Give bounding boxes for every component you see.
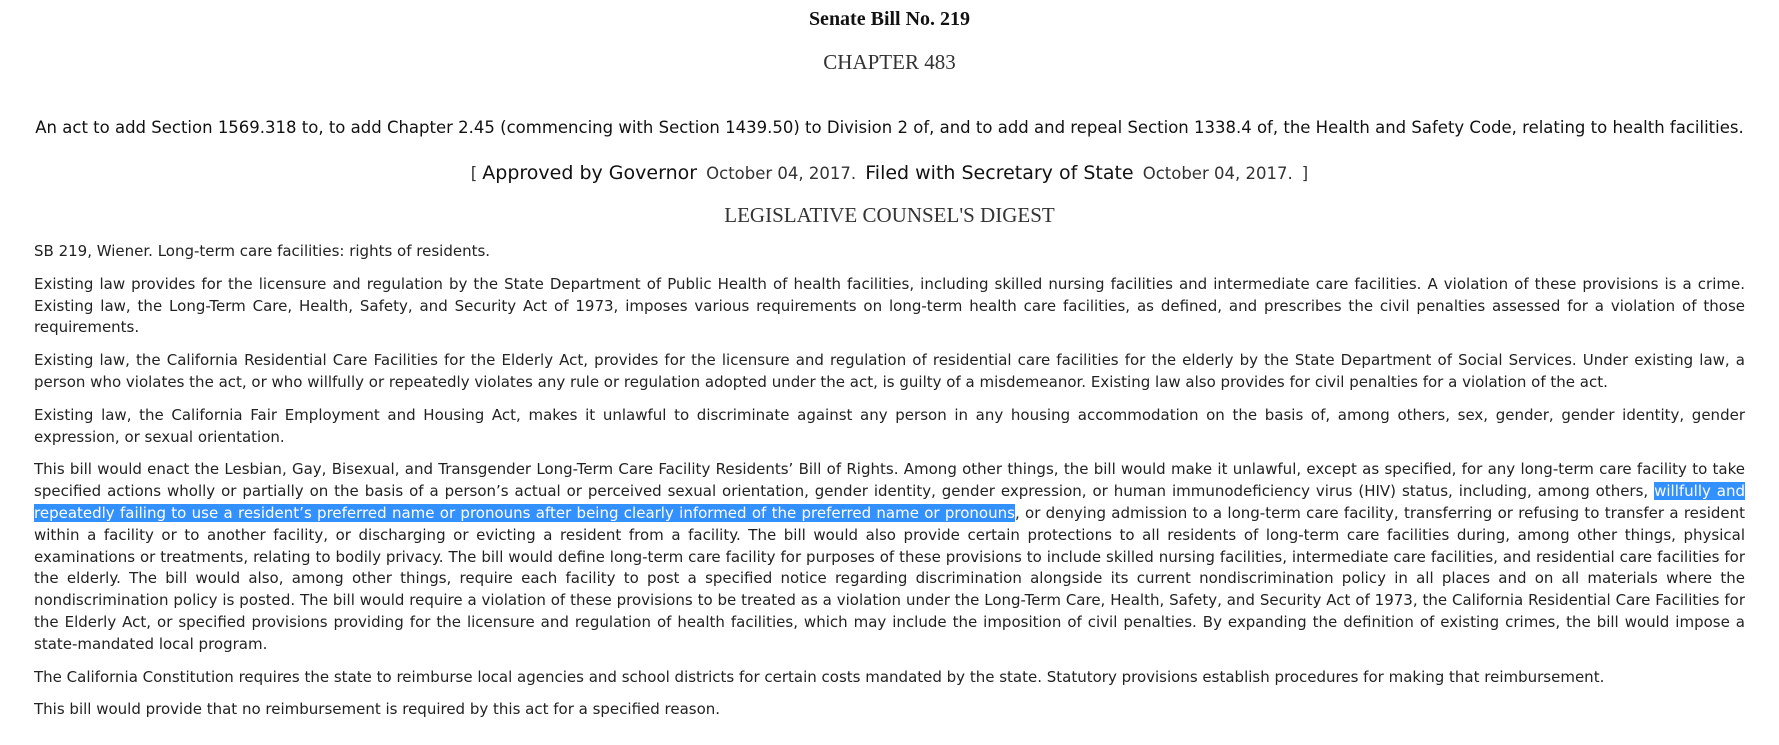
digest-paragraph-2: Existing law, the California Residential Care Facilities for the Elderly Act, provides for the licensure and regulation of residential care facilities for the elderly by the State Department of Social Services. Under existing law, a person who violates the act, or who willfully or repeatedly violates any rule or regulation adopted under the act, is guilty of a misdemeanor. Existing law also provides for civil penalties for a violation of the act.	[34, 351, 1745, 391]
approved-label: Approved by Governor	[482, 162, 698, 184]
digest-paragraph-5: The California Constitution requires the state to reimburse local agencies and school districts for certain costs mandated by the state. Statutory provisions establish procedures for making that reimbursement.	[34, 667, 1605, 686]
approval-line	[34, 160, 1745, 186]
digest-paragraph-3: Existing law, the California Fair Employment and Housing Act, makes it unlawful to discriminate against any person in any housing accommodation on the basis of, among others, sex, gender, gender identity, gender expression, or sexual orientation.	[34, 405, 1745, 446]
digest-heading: LEGISLATIVE COUNSEL'S DIGEST	[724, 203, 1055, 227]
chapter-heading: CHAPTER 483	[823, 50, 956, 74]
approval-close-bracket: ]	[1301, 164, 1309, 183]
digest-summary: SB 219, Wiener. Long-term care facilities: rights of residents.	[34, 242, 491, 260]
selected-text-highlight[interactable]: willfully and repeatedly failing to use a resident’s preferred name or pronouns after being clearly informed of the preferred name or pronouns	[34, 482, 1745, 522]
bill-title: Senate Bill No. 219	[808, 8, 971, 30]
act-description: An act to add Section 1569.318 to, to add Chapter 2.45 (commencing with Section 1439.50) to Division 2 of, and to add and repeal Section 1338.4 of, the Health and Safety Code, relating to health facilities.	[35, 118, 1744, 137]
digest-body	[34, 241, 1745, 721]
filed-label: Filed with Secretary of State	[865, 162, 1134, 184]
paragraph-4-text-after: , or denying admission to a long-term care facility, transferring or refusing to transfer a resident within a facility or to another facility, or discharging or evicting a resident from a facility. The bill would also provide certain protections to all residents of long-term care facilities during, among other things, physical examinations or treatments, relating to bodily privacy. The bill would define long-term care facility for purposes of these provisions to include skilled nursing facilities, intermediate care facilities, and residential care facilities for the elderly. The bill would also, among other things, require each facility to post a specified notice regarding discrimination alongside its current nondiscrimination policy in all places and on all materials where the nondiscrimination policy is posted. The bill would require a violation of these provisions to be treated as a violation under the Long-Term Care, Health, Safety, and Security Act of 1973, the California Residential Care Facilities for the Elderly Act, or specified provisions providing for the licensure and regulation of health facilities, which may include the imposition of civil penalties. By expanding the definition of existing crimes, the bill would impose a state-mandated local program.	[34, 503, 1746, 653]
approved-date: October 04, 2017.	[706, 164, 857, 183]
approval-open-bracket: [	[470, 164, 478, 183]
digest-paragraph-1: Existing law provides for the licensure and regulation by the State Department of Public Health of health facilities, including skilled nursing facilities and intermediate care facilities. A violation of these provisions is a crime. Existing law, the Long-Term Care, Health, Safety, and Security Act of 1973, imposes various requirements on long-term health care facilities, as defined, and prescribes the civil penalties assessed for a violation of those requirements.	[34, 274, 1745, 337]
paragraph-4-text-before: This bill would enact the Lesbian, Gay, Bisexual, and Transgender Long-Term Care Facility Residents’ Bill of Rights. Among other things, the bill would make it unlawful, except as specified, for any long-term care facility to take specified actions wholly or partially on the basis of a person’s actual or perceived sexual orientation, gender identity, gender expression, or human immunodeficiency virus (HIV) status, including, among others,	[34, 460, 1745, 501]
digest-paragraph-6: This bill would provide that no reimbursement is required by this act for a specified reason.	[34, 700, 721, 719]
digest-paragraph-4	[34, 459, 1745, 655]
filed-date: October 04, 2017.	[1142, 164, 1293, 183]
